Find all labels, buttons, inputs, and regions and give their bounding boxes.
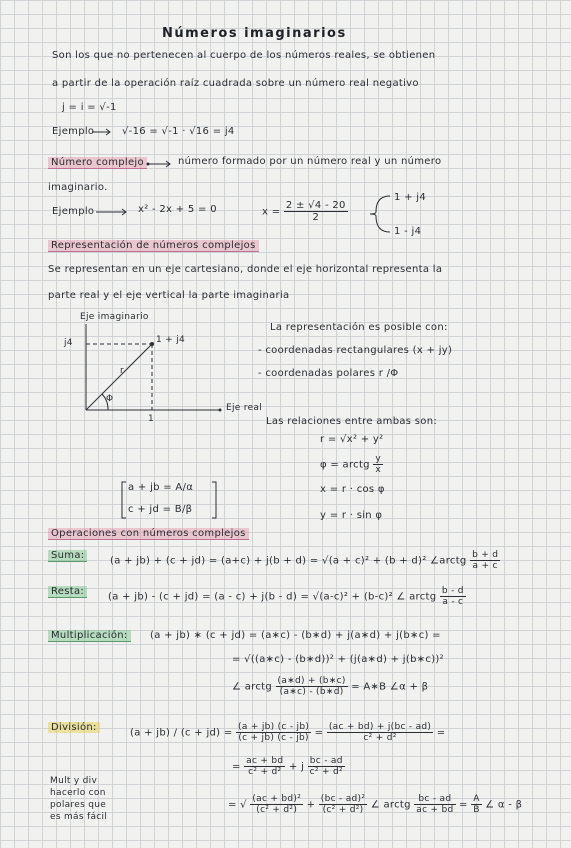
relation-phi: φ = arctg $\frac{y}{x}$ [320, 454, 381, 475]
axis-imaginary-label: Eje imaginario [80, 312, 149, 322]
intro-line-1: Son los que no pertenecen al cuerpo de los números reales, se obtienen [52, 50, 436, 61]
point-label: 1 + j4 [156, 335, 186, 345]
complex-definition-2: imaginario. [48, 182, 108, 193]
tick-real: 1 [148, 414, 155, 424]
note-line-2: hacerlo con [50, 788, 106, 798]
note-line-4: es más fácil [50, 812, 108, 822]
complex-solution: x = $\frac{2 \pm √4 - 20}{2}$ [262, 200, 346, 223]
subtraction-label: Resta: [48, 586, 87, 597]
relation-y: y = r · sin φ [320, 510, 383, 521]
r-label: r [120, 366, 125, 376]
representation-line-2: parte real y el eje vertical la parte imaginaria [48, 290, 290, 301]
example-label: Ejemplo [52, 126, 95, 137]
relations-heading: Las relaciones entre ambas son: [266, 416, 438, 427]
complex-definition-1: número formado por un número real y un número [178, 156, 442, 167]
phi-label: Φ [106, 394, 114, 404]
complex-number-label: Número complejo [48, 157, 147, 168]
operations-label: Operaciones con números complejos [48, 528, 249, 539]
arrow-icon [96, 206, 130, 218]
example-expression: √-16 = √-1 · √16 = j4 [122, 126, 235, 137]
intro-line-2: a partir de la operación raíz cuadrada sobre un número real negativo [52, 78, 419, 89]
division-line-3: = √ $\frac{\text{(ac + bd)²}}{\text{(c² + d²)}}$ + $\frac{\text{(bc - ad)²}}{\text{(c² + d²)}}$ ∠ arctg $\frac{bc - ad}{ac + bd}$ = $\frac{A}{B}$ ∠ α - β [228, 794, 523, 815]
division-line-2: = $\frac{ac + bd}{\text{c² + d²}}$ + j $\frac{bc - ad}{\text{c² + d²}}$ [232, 756, 343, 777]
tick-imaginary: j4 [64, 338, 73, 348]
division-label: División: [48, 722, 100, 733]
multiplication-line-3: ∠ arctg $\frac{(a∗d) + (b∗c)}{(a∗c) - (b∗d)}$ = A∗B ∠α + β [232, 676, 429, 697]
brace-icon [368, 192, 392, 236]
subtraction-expression: (a + jb) - (c + jd) = (a - c) + j(b - d) = √(a-c)² + (b-c)² ∠ arctg $\frac{b - d}{a - c}$ [108, 586, 464, 607]
arrow-icon [146, 158, 176, 170]
relation-x: x = r · cos φ [320, 484, 385, 495]
sum-label: Suma: [48, 550, 87, 561]
division-line-1: (a + jb) / (c + jd) = $\frac{(a + jb) (c - jb)}{(c + jb) (c - jb)}$ = $\frac{(ac + bd) + j(bc - ad)}{\text{c² + d²}}$ = [130, 722, 446, 743]
representation-line-1: Se representan en un eje cartesiano, donde el eje horizontal representa la [48, 264, 443, 275]
page-title: Números imaginarios [162, 26, 347, 41]
representation-right-2: - coordenadas rectangulares (x + jy) [258, 345, 453, 356]
multiplication-line-1: (a + jb) ∗ (c + jd) = (a∗c) - (b∗d) + j(a∗d) + j(b∗c) = [150, 630, 441, 641]
imaginary-unit-definition: j = i = √-1 [62, 102, 117, 113]
relation-r: r = √x² + y² [320, 434, 384, 445]
axis-real-label: Eje real [226, 403, 263, 413]
note-line-3: polares que [50, 800, 107, 810]
representation-right-1: La representación es posible con: [270, 322, 448, 333]
vector-r [86, 344, 152, 410]
complex-root-2: 1 - j4 [394, 226, 422, 237]
representation-right-3: - coordenadas polares r /Φ [258, 368, 399, 379]
multiplication-label: Multiplicación: [48, 630, 131, 641]
multiplication-line-2: = √((a∗c) - (b∗d))² + (j(a∗d) + j(b∗c))² [232, 654, 444, 665]
polar-form-b: c + jd = B/β [128, 504, 193, 515]
polar-form-a: a + jb = A/α [128, 482, 194, 493]
complex-root-1: 1 + j4 [394, 192, 427, 203]
arrow-icon [92, 126, 114, 138]
representation-label: Representación de números complejos [48, 240, 259, 251]
note-line-1: Mult y div [50, 776, 98, 786]
complex-example-label: Ejemplo [52, 206, 95, 217]
complex-equation: x² - 2x + 5 = 0 [138, 204, 217, 215]
sum-expression: (a + jb) + (c + jd) = (a+c) + j(b + d) = √(a + c)² + (b + d)² ∠arctg $\frac{b + d}{a + c}$ [110, 550, 499, 571]
